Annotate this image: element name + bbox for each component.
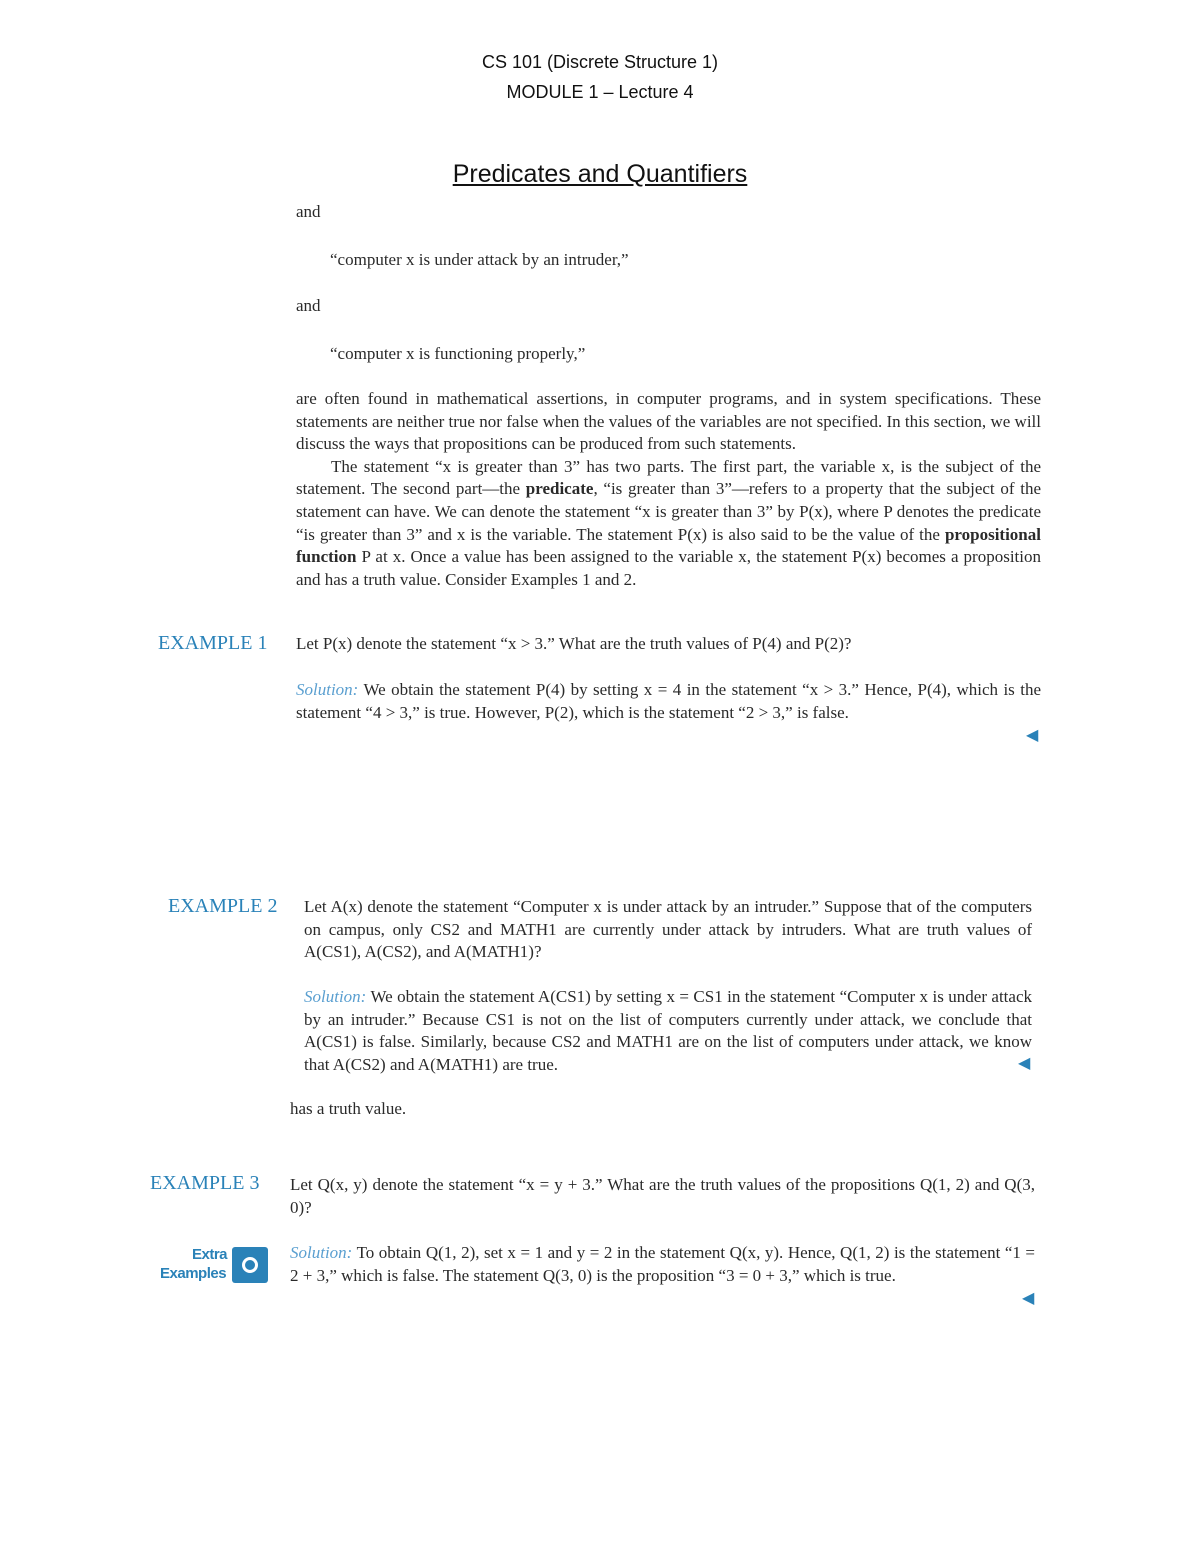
example-1-label: EXAMPLE 1 [158, 632, 268, 654]
end-of-example-icon: ◀ [1022, 1290, 1035, 1307]
example-3-question: Let Q(x, y) denote the statement “x = y + 3.” What are the truth values of the propositions Q(1, 2) and Q(3, 0)? [290, 1175, 1035, 1217]
course-title: CS 101 (Discrete Structure 1) [481, 52, 719, 72]
solution-label: Solution: [304, 987, 367, 1006]
example-1-solution [296, 679, 1041, 724]
para-2-text-b: , “is greater than 3”—refers to a property that the subject of the statement can have. We can denote the statement “x is greater than 3” by P(x), where P denotes the predicate “is greater than 3” and x is the variable. The statement P(x) is also said to be the value of the [296, 479, 1041, 544]
example-2-solution [304, 986, 1032, 1076]
intro-quote-2: “computer x is functioning properly,” [330, 344, 586, 363]
term-predicate: predicate [525, 479, 594, 499]
page-title: Predicates and Quantifiers [452, 160, 748, 188]
intro-and-1: and [296, 202, 321, 221]
end-of-example-icon: ◀ [1018, 1055, 1031, 1072]
example-3-solution-text: To obtain Q(1, 2), set x = 1 and y = 2 in the statement Q(x, y). Hence, Q(1, 2) is the statement “1 = 2 + 3,” which is false. The statement Q(3, 0) is the proposition “3 = 0 + 3,” which is true. [290, 1243, 1035, 1285]
solution-label: Solution: [296, 680, 359, 699]
extra-examples-badge [160, 1246, 270, 1286]
example-2-solution-text: We obtain the statement A(CS1) by setting x = CS1 in the statement “Computer x is under attack by an intruder.” Because CS1 is not on the list of computers currently under attack, we conclude that A(CS1) is false. Similarly, because CS2 and MATH1 are on the list of computers under attack, we know that A(CS2) and A(MATH1) are true. [304, 987, 1032, 1074]
examples-label: Examples [160, 1265, 227, 1282]
extra-label: Extra [192, 1246, 228, 1263]
intro-and-2: and [296, 296, 321, 315]
para-2-text-c: P at x. Once a value has been assigned to the variable x, the statement P(x) becomes a proposition and has a truth value. Consider Examples 1 and 2. [296, 547, 1041, 589]
end-of-example-icon: ◀ [1026, 727, 1039, 744]
intro-quote-1: “computer x is under attack by an intruder,” [330, 250, 629, 269]
example-1-solution-text: We obtain the statement P(4) by setting x = 4 in the statement “x > 3.” Hence, P(4), which is the statement “4 > 3,” is true. However, P(2), which is the statement “2 > 3,” is false. [296, 680, 1041, 722]
intro-paragraph [296, 388, 1041, 591]
intro-paragraph-1: are often found in mathematical assertions, in computer programs, and in system specifications. These statements are neither true nor false when the values of the variables are not specified. In this section, we will discuss the ways that propositions can be produced from such statements. [296, 389, 1041, 454]
solution-label: Solution: [290, 1243, 353, 1262]
intro-paragraph-2 [296, 456, 1041, 592]
module-label: MODULE 1 – Lecture 4 [506, 82, 694, 102]
example-1-question: Let P(x) denote the statement “x > 3.” What are the truth values of P(4) and P(2)? [296, 634, 852, 653]
example-2-trailing: has a truth value. [290, 1099, 407, 1118]
example-3-label: EXAMPLE 3 [150, 1172, 260, 1194]
para-2-text-a: The statement “x is greater than 3” has two parts. The first part, the variable x, is the subject of the statement. The second part—the [296, 456, 1041, 499]
extra-examples-icon [232, 1247, 268, 1283]
example-2-question: Let A(x) denote the statement “Computer x is under attack by an intruder.” Suppose that of the computers on campus, only CS2 and MATH1 are currently under attack by intruders. What are truth values of A(CS1), A(CS2), and A(MATH1)? [304, 897, 1032, 962]
example-2-label: EXAMPLE 2 [168, 895, 278, 917]
term-propositional-function: propositional function [296, 524, 1041, 567]
example-3-solution [290, 1242, 1035, 1287]
